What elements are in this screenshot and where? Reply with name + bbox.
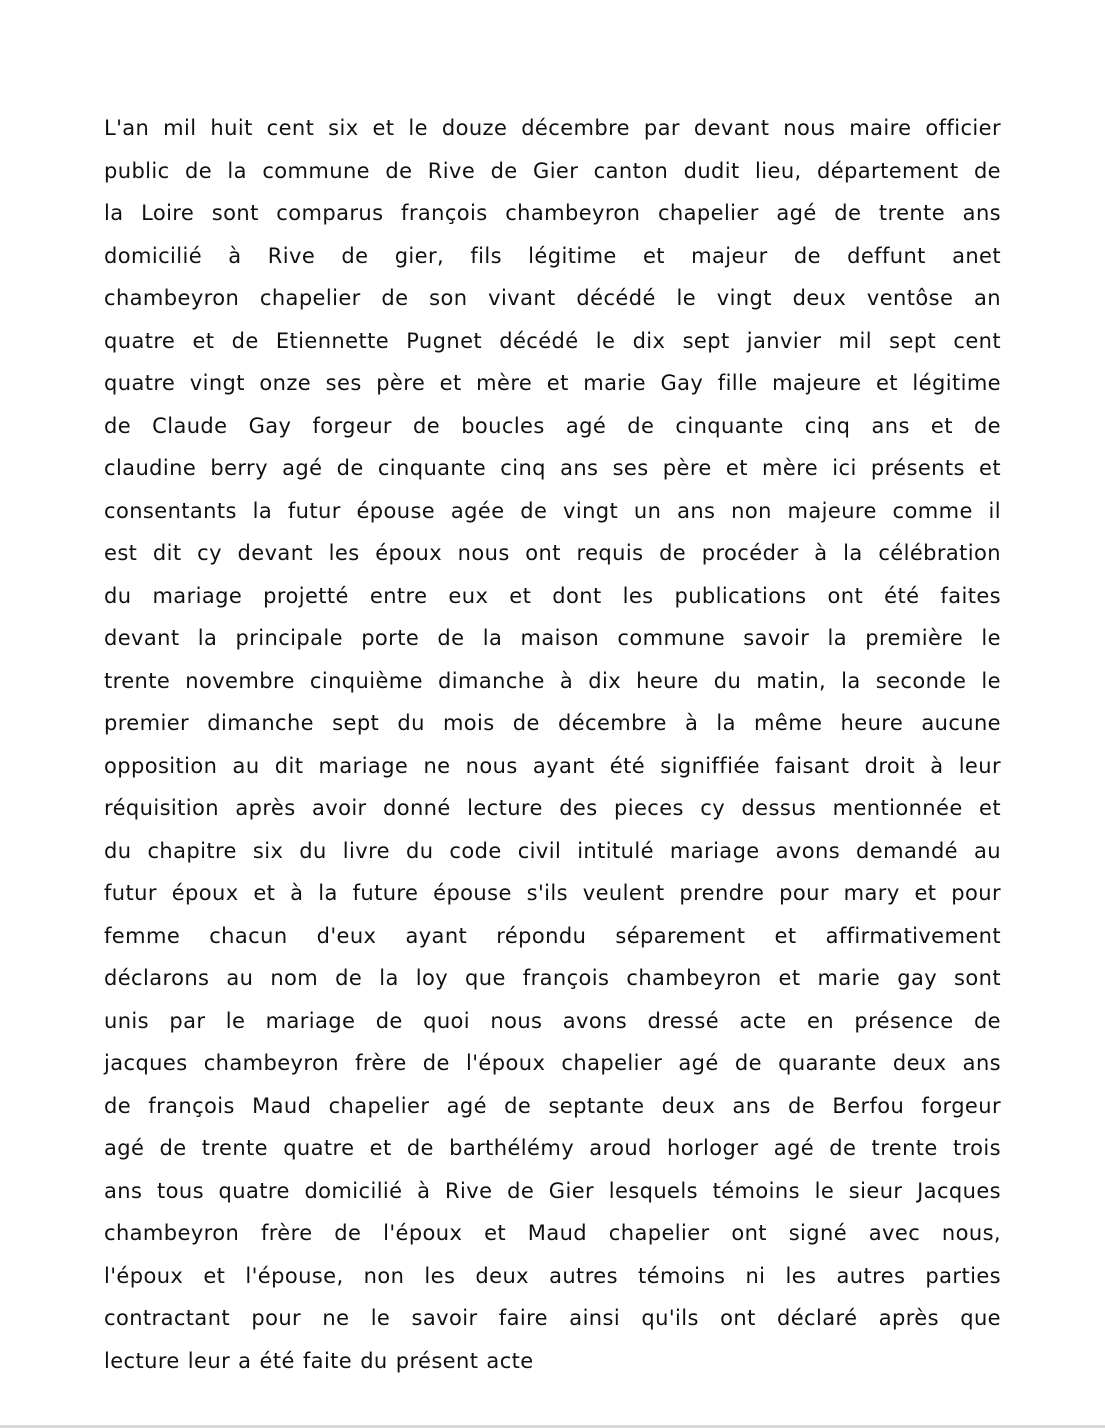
text-line: réquisition après avoir donné lecture des pieces cy dessus mentionnée et	[104, 796, 1001, 820]
text-line: consentants la futur épouse agée de vingt un ans non majeure comme il	[104, 498, 1001, 523]
text-line: l'époux et l'épouse, non les deux autres témoins ni les autres parties	[104, 1263, 1001, 1288]
text-line: unis par le mariage de quoi nous avons dressé acte en présence de	[104, 1008, 1001, 1033]
text-line: de Claude Gay forgeur de boucles agé de cinquante cinq ans et de	[104, 413, 1001, 438]
text-line: L'an mil huit cent six et le douze décembre par devant nous maire officier	[104, 116, 1001, 140]
text-line: public de la commune de Rive de Gier canton dudit lieu, département de	[104, 158, 1001, 183]
text-line: domicilié à Rive de gier, fils légitime et majeur de deffunt anet	[104, 243, 1001, 268]
text-line: devant la principale porte de la maison commune savoir la première le	[104, 626, 1001, 650]
text-line: la Loire sont comparus françois chambeyron chapelier agé de trente ans	[104, 201, 1001, 225]
text-line: opposition au dit mariage ne nous ayant été signiffiée faisant droit à leur	[104, 753, 1001, 778]
text-line: ans tous quatre domicilié à Rive de Gier lesquels témoins le sieur Jacques	[104, 1178, 1001, 1203]
text-line: du chapitre six du livre du code civil intitulé mariage avons demandé au	[104, 838, 1001, 863]
text-line: lecture leur a été faite du présent acte	[104, 1348, 534, 1373]
text-line: futur époux et à la future épouse s'ils veulent prendre pour mary et pour	[104, 881, 1001, 905]
text-line: chambeyron chapelier de son vivant décédé le vingt deux ventôse an	[104, 286, 1001, 310]
text-line: déclarons au nom de la loy que françois chambeyron et marie gay sont	[104, 966, 1001, 990]
text-line: premier dimanche sept du mois de décembre à la même heure aucune	[104, 711, 1001, 735]
text-line: quatre et de Etiennette Pugnet décédé le dix sept janvier mil sept cent	[104, 328, 1001, 353]
text-line: chambeyron frère de l'époux et Maud chapelier ont signé avec nous,	[104, 1221, 1001, 1245]
text-line: de françois Maud chapelier agé de septante deux ans de Berfou forgeur	[104, 1093, 1001, 1118]
text-line: agé de trente quatre et de barthélémy aroud horloger agé de trente trois	[104, 1136, 1001, 1160]
text-line: quatre vingt onze ses père et mère et marie Gay fille majeure et légitime	[104, 371, 1001, 395]
text-line: claudine berry agé de cinquante cinq ans ses père et mère ici présents et	[104, 456, 1001, 480]
text-line: contractant pour ne le savoir faire ainsi qu'ils ont déclaré après que	[104, 1306, 1001, 1330]
text-line: est dit cy devant les époux nous ont requis de procéder à la célébration	[104, 541, 1001, 565]
text-line: du mariage projetté entre eux et dont les publications ont été faites	[104, 583, 1001, 608]
text-line: femme chacun d'eux ayant répondu séparement et affirmativement	[104, 923, 1001, 948]
text-line: trente novembre cinquième dimanche à dix heure du matin, la seconde le	[104, 668, 1001, 693]
text-line: jacques chambeyron frère de l'époux chapelier agé de quarante deux ans	[104, 1051, 1001, 1075]
marriage-record-text	[104, 107, 1001, 1382]
